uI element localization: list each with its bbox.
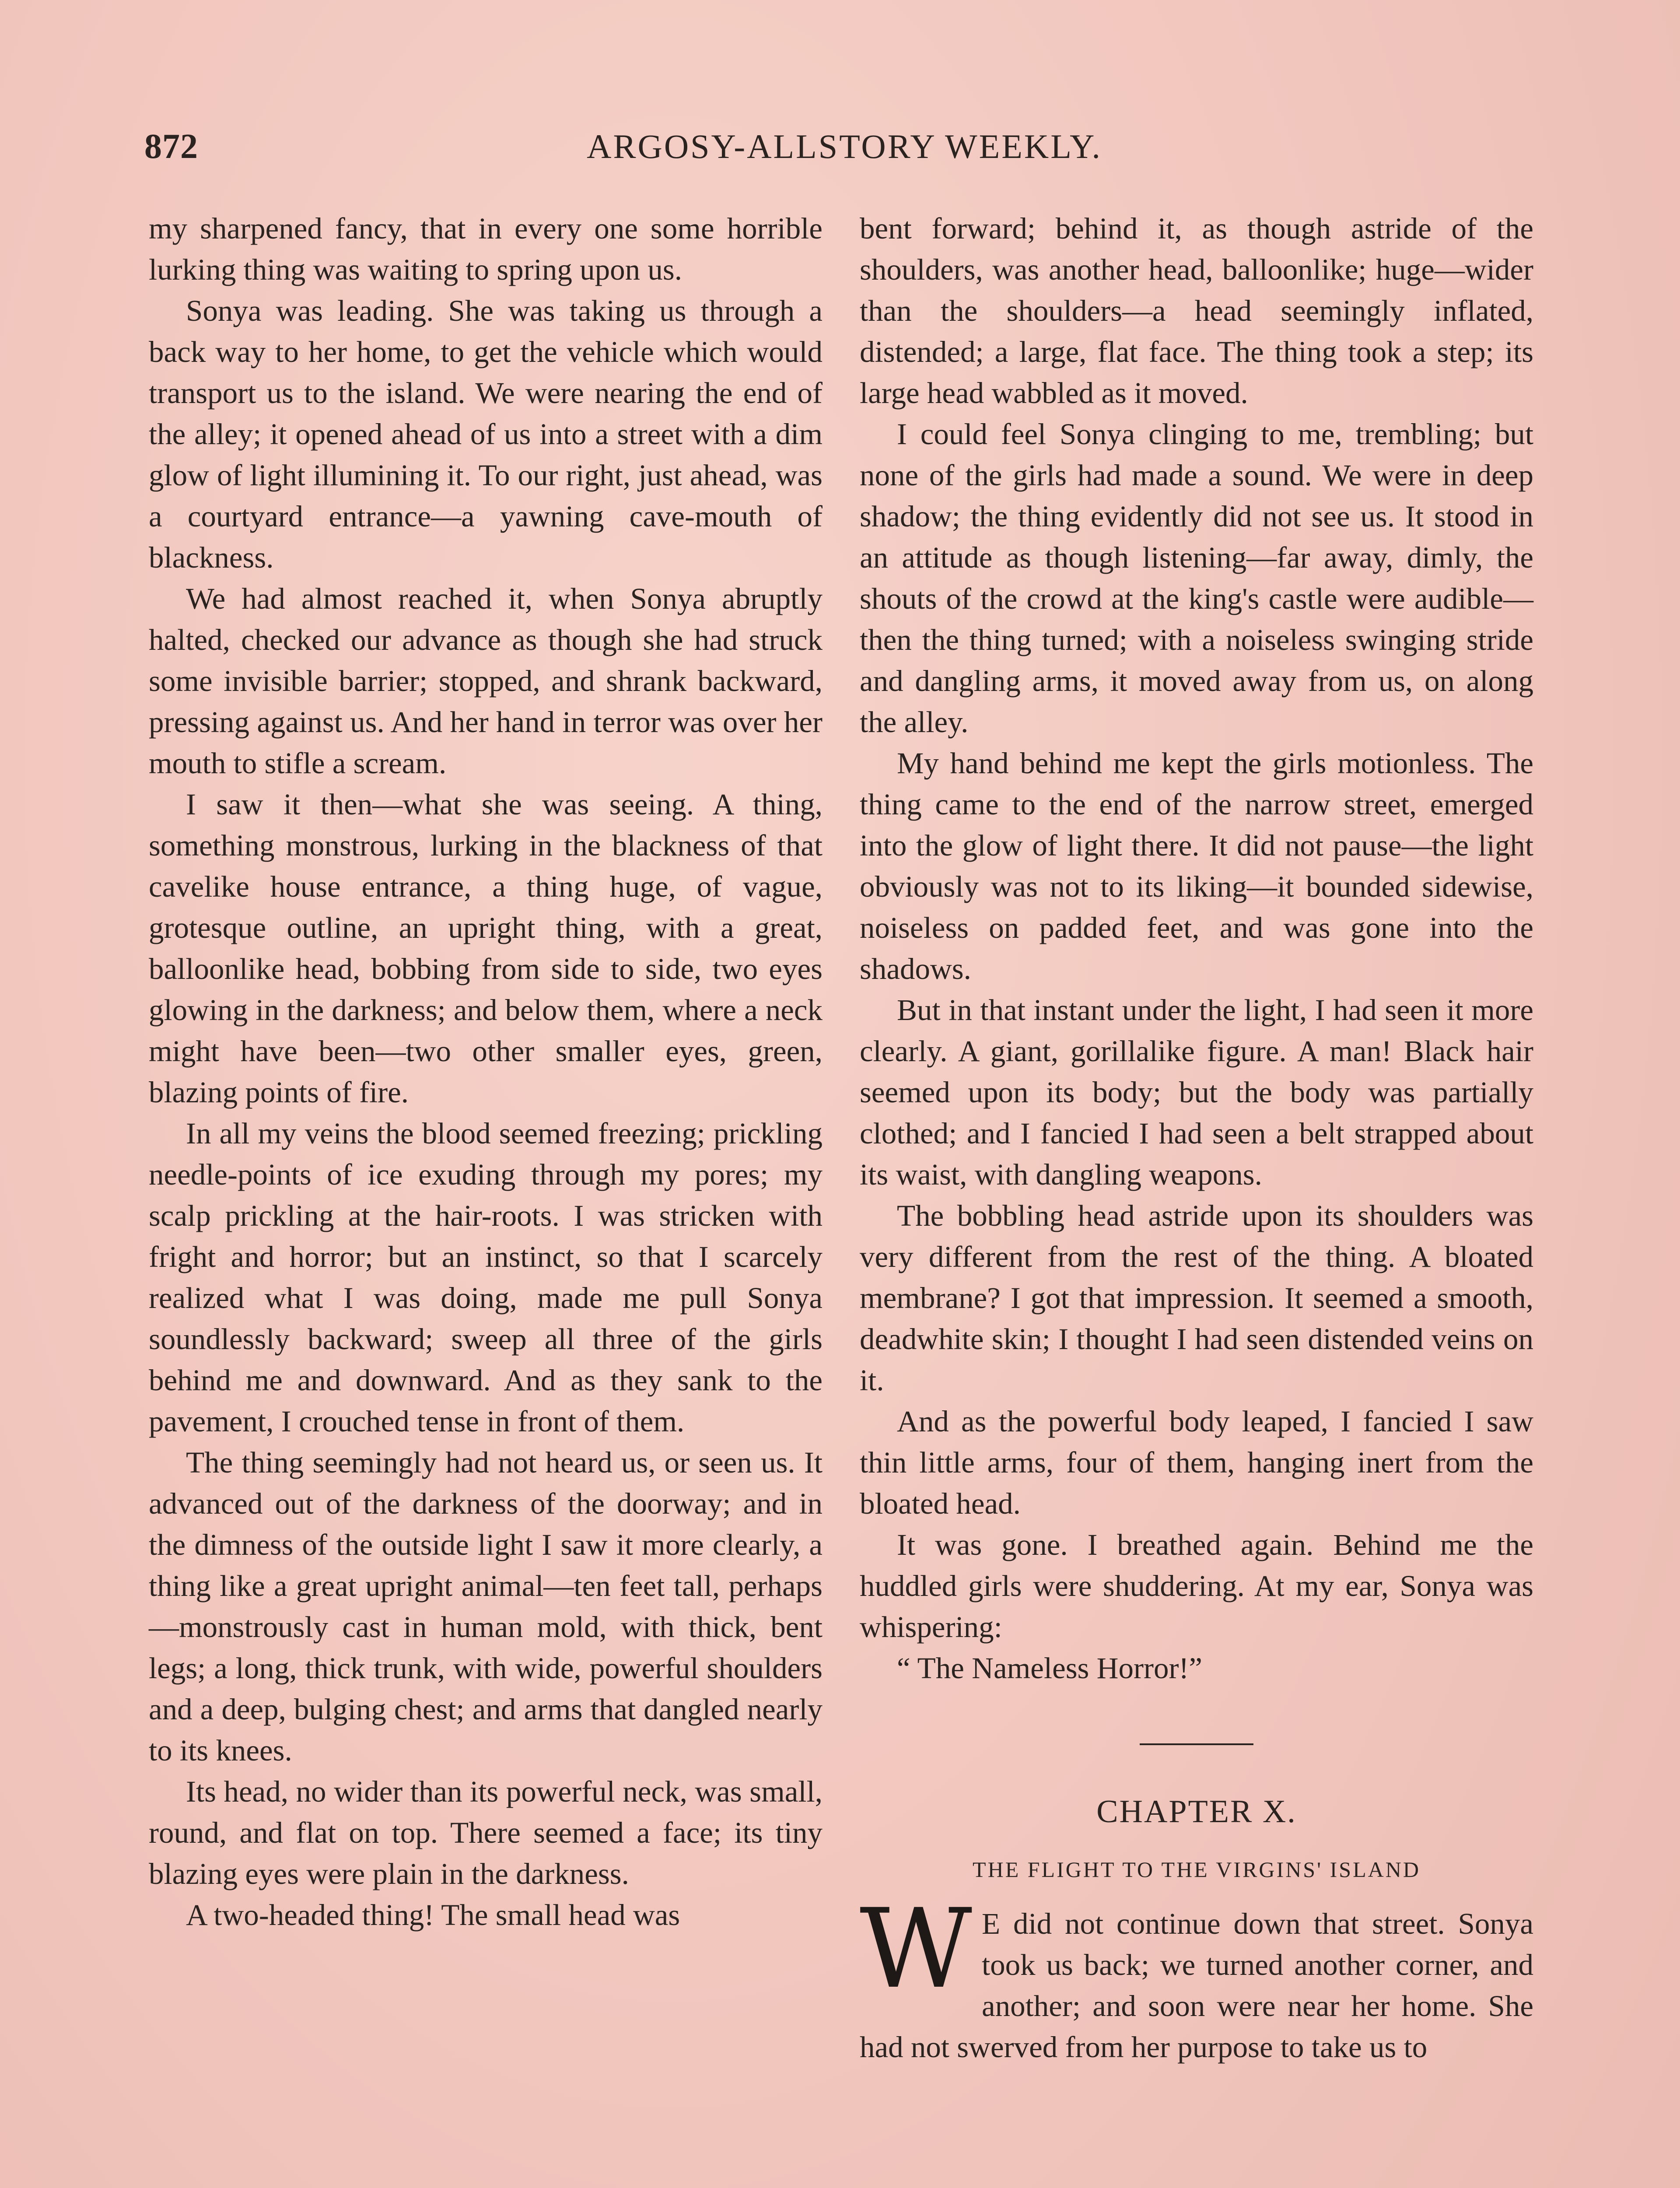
paragraph: I saw it then—what she was seeing. A thing, something monstrous, lurking in the blackness of that cavelike house entrance, a thing huge, of vague, grotesque outline, an upright thing, with a great, balloonlike head, bobbing from side to side, two eyes glowing in the darkness; and below them, where a neck might have been—two other smaller eyes, green, blazing points of fire. [149, 788, 822, 1109]
left-column [149, 208, 822, 1936]
paragraph: It was gone. I breathed again. Behind me the huddled girls were shuddering. At my ear, Sonya was whispering: [860, 1528, 1533, 1644]
chapter-title: CHAPTER X. [1096, 1794, 1297, 1830]
section-separator [1140, 1743, 1253, 1745]
paragraph: But in that instant under the light, I had seen it more clearly. A giant, gorillalike figure. A man! Black hair seemed upon its body; but the body was partially clothed; and I fancied I had seen a belt strapped about its waist, with dangling weapons. [860, 993, 1533, 1191]
paragraph: “ The Nameless Horror!” [897, 1652, 1203, 1685]
paragraph: Its head, no wider than its powerful neck, was small, round, and flat on top. There seemed a face; its tiny blazing eyes were plain in the darkness. [149, 1775, 822, 1890]
paragraph: I could feel Sonya clinging to me, trembling; but none of the girls had made a sound. We were in deep shadow; the thing evidently did not see us. It stood in an attitude as though listening—far away, dimly, the shouts of the crowd at the king's castle were audible—then the thing turned; with a noiseless swinging stride and dangling arms, it moved away from us, on along the alley. [860, 417, 1533, 739]
chapter-subtitle: THE FLIGHT TO THE VIRGINS' ISLAND [973, 1857, 1421, 1882]
paragraph: my sharpened fancy, that in every one some horrible lurking thing was waiting to spring upon us. [149, 212, 822, 286]
chapter-opening-paragraph [860, 1885, 1533, 2068]
paragraph: Sonya was leading. She was taking us through a back way to her home, to get the vehicle which would transport us to the island. We were nearing the end of the alley; it opened ahead of us into a street with a dim glow of light illumining it. To our right, just ahead, was a courtyard entrance—a yawning cave-mouth of blackness. [149, 294, 822, 574]
paragraph: The bobbling head astride upon its shoulders was very different from the rest of the thing. A bloated membrane? I got that impression. It seemed a smooth, deadwhite skin; I thought I had seen distended veins on it. [860, 1199, 1533, 1397]
right-column [860, 208, 1533, 2068]
page-number: 872 [144, 127, 198, 166]
page-header [144, 127, 1544, 179]
paragraph: The thing seemingly had not heard us, or seen us. It advanced out of the darkness of the doorway; and in the dimness of the outside light I saw it more clearly, a thing like a great upright animal—ten feet tall, perhaps—monstrously cast in human mold, with thick, bent legs; a long, thick trunk, with wide, powerful shoulders and a deep, bulging chest; and arms that dangled nearly to its knees. [149, 1446, 822, 1767]
running-head: ARGOSY-ALLSTORY WEEKLY. [587, 127, 1102, 165]
paragraph: And as the powerful body leaped, I fancied I saw thin little arms, four of them, hanging inert from the bloated head. [860, 1405, 1533, 1520]
chapter-opening-text: E did not continue down that street. Sonya took us back; we turned another corner, and another; and soon were near her home. She had not swerved from her purpose to take us to [860, 1907, 1533, 2064]
drop-cap: W [860, 1885, 972, 2013]
paragraph: bent forward; behind it, as though astride of the shoulders, was another head, balloonlike; huge—wider than the shoulders—a head seemingly inflated, distended; a large, flat face. The thing took a step; its large head wabbled as it moved. [860, 212, 1533, 410]
paragraph: My hand behind me kept the girls motionless. The thing came to the end of the narrow street, emerged into the glow of light there. It did not pause—the light obviously was not to its liking—it bounded sidewise, noiseless on padded feet, and was gone into the shadows. [860, 747, 1533, 985]
paragraph: We had almost reached it, when Sonya abruptly halted, checked our advance as though she had struck some invisible barrier; stopped, and shrank backward, pressing against us. And her hand in terror was over her mouth to stifle a scream. [149, 582, 822, 780]
paragraph: In all my veins the blood seemed freezing; prickling needle-points of ice exuding through my pores; my scalp prickling at the hair-roots. I was stricken with fright and horror; but an instinct, so that I scarcely realized what I was doing, made me pull Sonya soundlessly backward; sweep all three of the girls behind me and downward. And as they sank to the pavement, I crouched tense in front of them. [149, 1117, 822, 1438]
paragraph: A two-headed thing! The small head was [186, 1898, 680, 1932]
